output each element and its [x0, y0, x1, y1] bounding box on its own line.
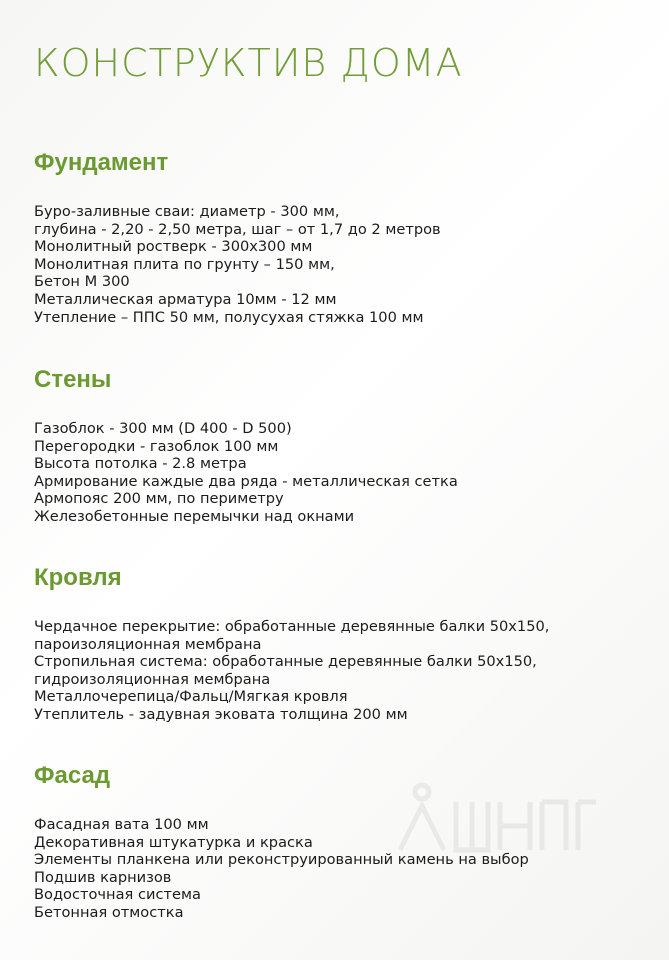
spec-line: Армопояс 200 мм, по периметру [34, 490, 284, 508]
spec-line: Монолитная плита по грунту – 150 мм, [34, 255, 335, 273]
page-title: КОНСТРУКТИВ ДОМА [34, 41, 463, 85]
spec-line: Перегородки - газоблок 100 мм [34, 437, 279, 455]
spec-line: Буро-заливные сваи: диаметр - 300 мм, [34, 203, 340, 220]
section-body [34, 816, 659, 922]
spec-line: Бетон М 300 [34, 273, 130, 291]
section-body [34, 203, 659, 326]
section-heading: Фундамент [34, 149, 169, 176]
spec-line: Металлическая арматура 10мм - 12 мм [34, 290, 337, 308]
spec-line: Декоративная штукатурка и краска [34, 833, 313, 851]
spec-line: Утепление – ППС 50 мм, полусухая стяжка 100 мм [34, 308, 424, 326]
section-walls [34, 365, 659, 526]
spec-line: Высота потолка - 2.8 метра [34, 455, 247, 473]
spec-line: Водосточная система [34, 886, 201, 904]
spec-line: Бетонная отмостка [34, 903, 184, 921]
section-heading: Фасад [34, 762, 111, 789]
section-heading: Кровля [34, 564, 122, 591]
spec-line: Чердачное перекрытие: обработанные деревянные балки 50х150, [34, 618, 550, 635]
section-body [34, 618, 659, 724]
spec-line: Элементы планкена или реконструированный камень на выбор [34, 851, 529, 869]
spec-line: пароизоляционная мембрана [34, 635, 262, 653]
spec-line: Подшив карнизов [34, 868, 172, 886]
spec-line: гидроизоляционная мембрана [34, 670, 271, 688]
section-body [34, 420, 659, 526]
spec-line: Армирование каждые два ряда - металлическая сетка [34, 472, 458, 490]
spec-line: Металлочерепица/Фальц/Мягкая кровля [34, 688, 348, 706]
spec-line: Монолитный ростверк - 300х300 мм [34, 238, 313, 256]
spec-line: Стропильная система: обработанные деревянные балки 50х150, [34, 653, 537, 671]
spec-line: Фасадная вата 100 мм [34, 816, 209, 833]
section-roof [34, 563, 659, 724]
spec-line: глубина - 2,20 - 2,50 метра, шаг – от 1,7 до 2 метров [34, 220, 441, 238]
section-foundation [34, 148, 659, 326]
spec-line: Железобетонные перемычки над окнами [34, 507, 355, 525]
section-heading: Стены [34, 366, 112, 393]
spec-line: Утеплитель - задувная эковата толщина 200 мм [34, 705, 408, 723]
section-facade [34, 761, 659, 922]
spec-line: Газоблок - 300 мм (D 400 - D 500) [34, 420, 292, 437]
